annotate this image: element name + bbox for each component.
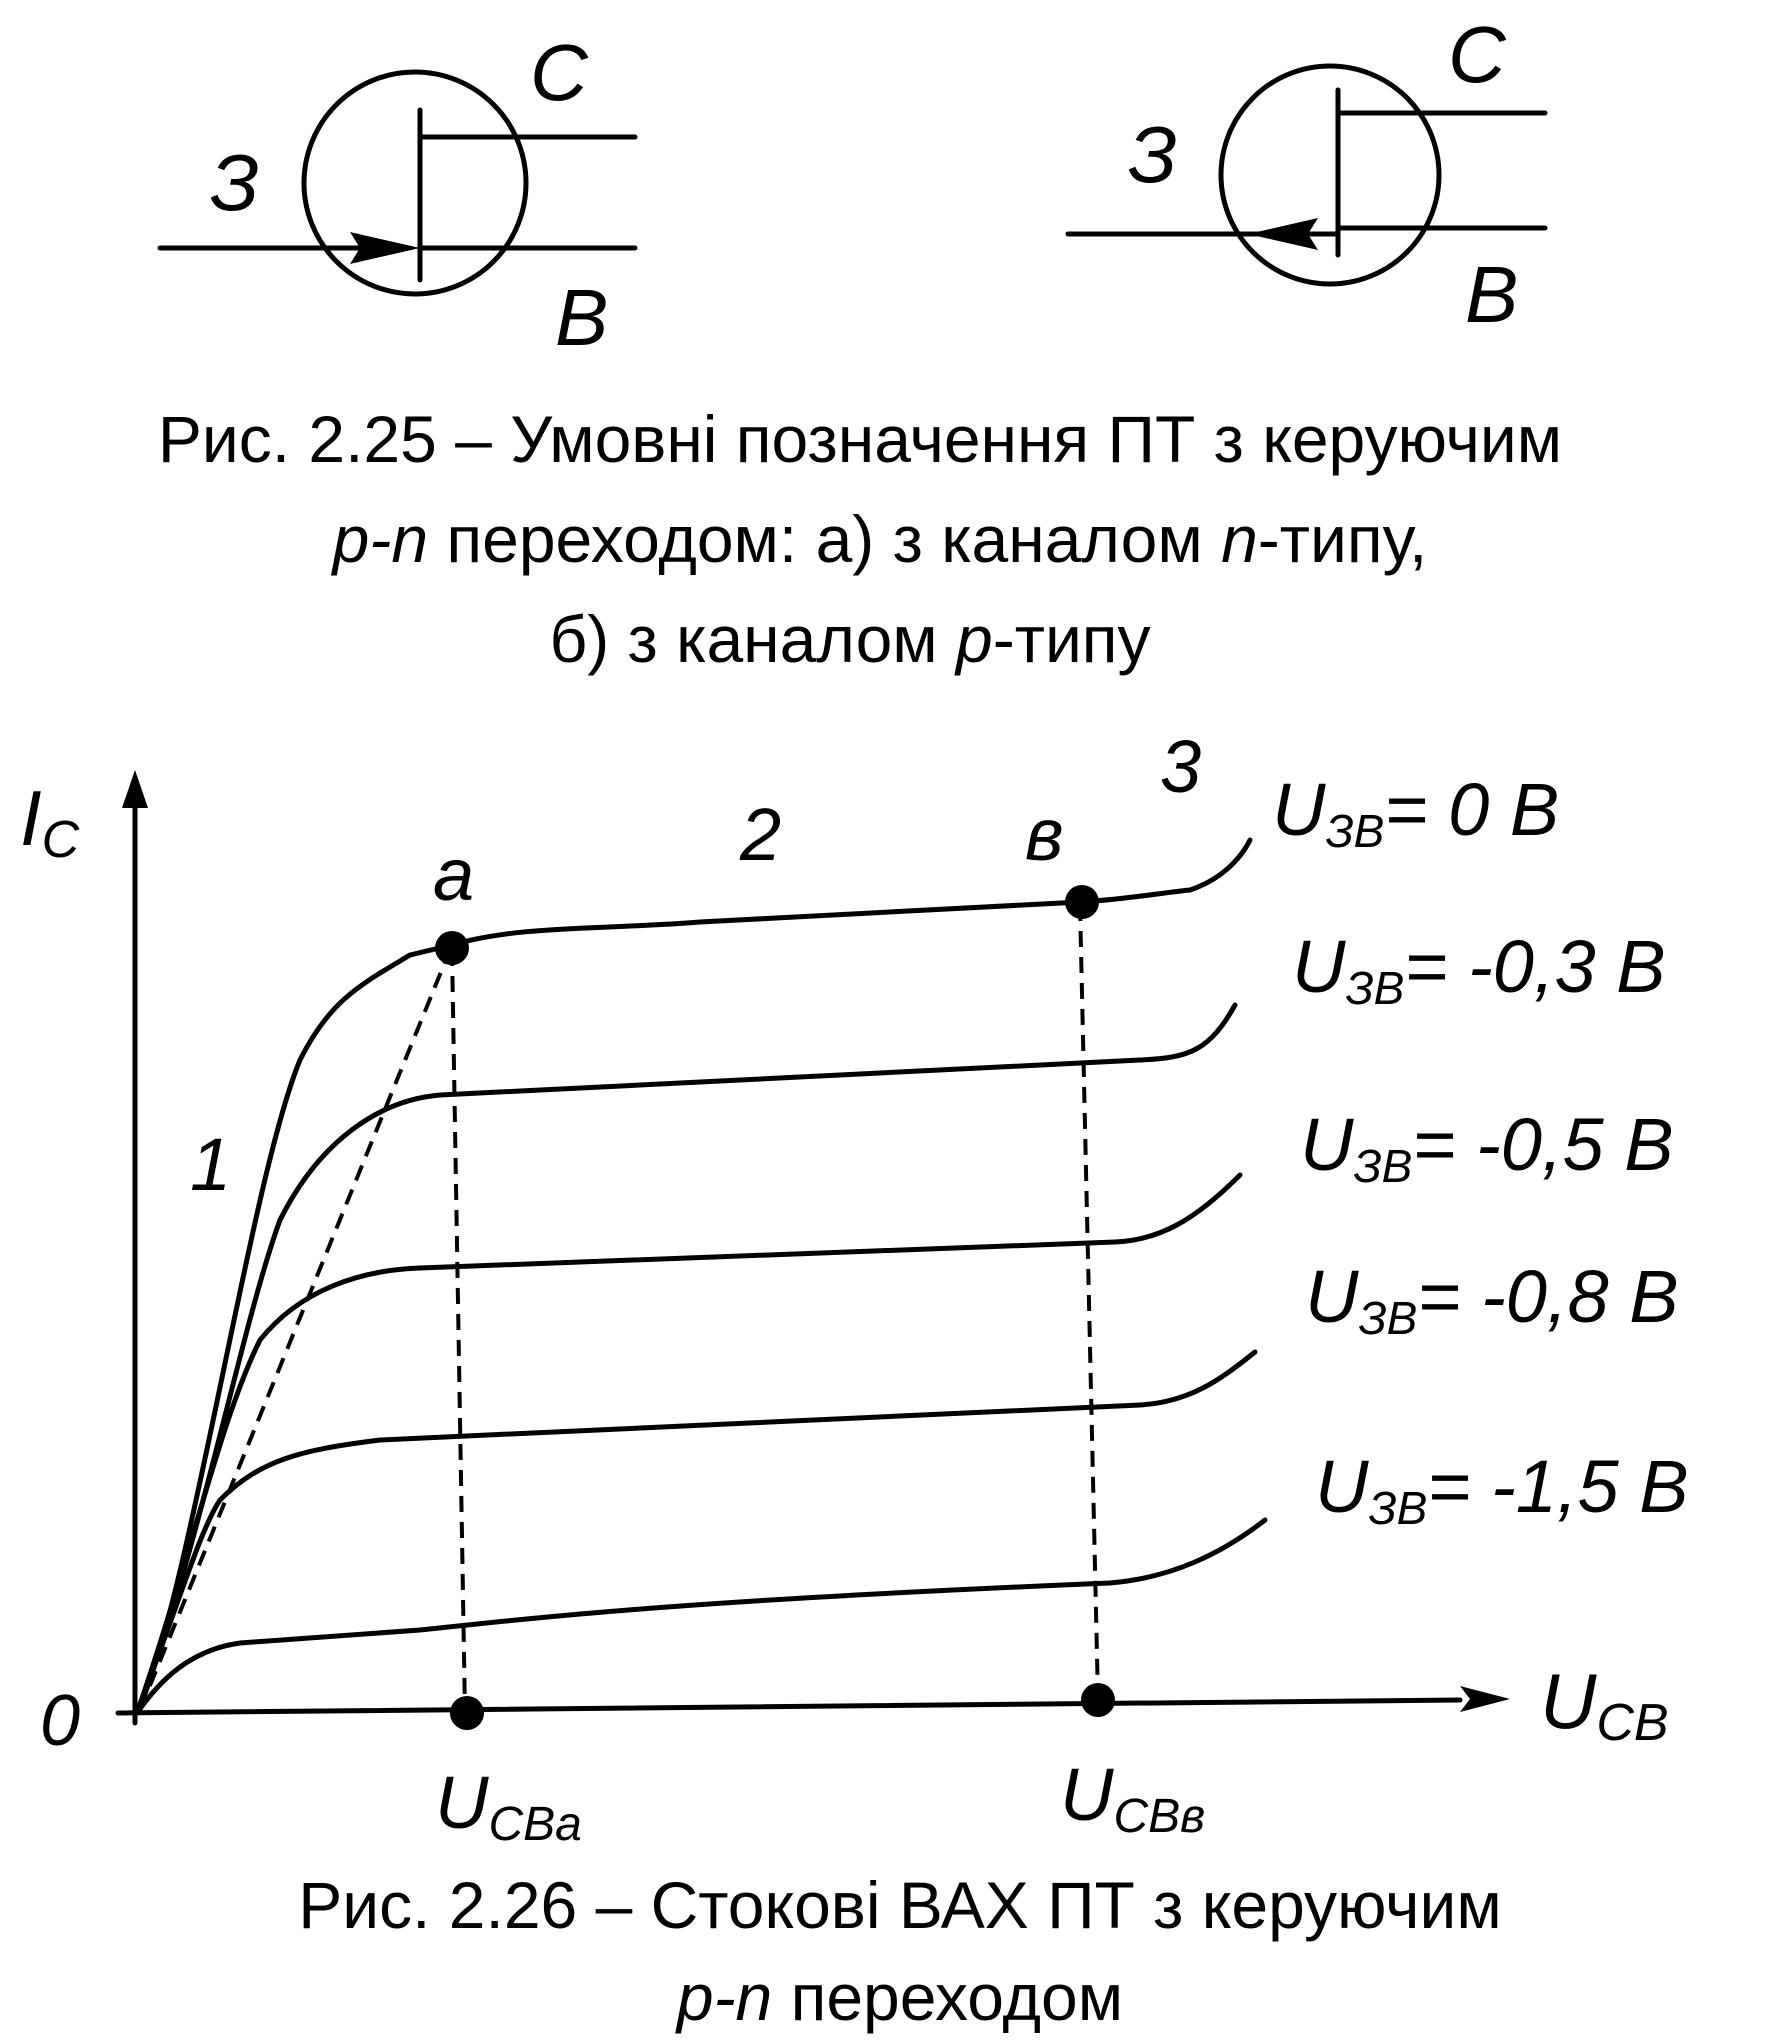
jfet-symbol-n-channel (160, 28, 635, 362)
symbol-a-source-label: В (555, 273, 609, 362)
curve-label-ugs-minus-0.8: UЗВ= -0,8 В (1305, 1255, 1679, 1344)
x-mark-a-label: UCBa (435, 1761, 582, 1851)
fig25-caption-line1: Рис. 2.25 – Умовні позначення ПТ з керуючим (157, 402, 1563, 476)
symbol-a-gate-arrow (350, 232, 420, 264)
point-a-marker (435, 931, 469, 965)
fig25-caption-line2: р-n переходом: а) з каналом n-типу, (332, 502, 1428, 576)
x-mark-v-label: UCBв (1060, 1753, 1206, 1843)
x-axis-label: UCB (1540, 1657, 1669, 1752)
curve-ugs-minus-0.8 (137, 1352, 1255, 1713)
x-mark-v (1081, 1683, 1115, 1717)
jfet-symbol-p-channel (1068, 10, 1545, 339)
point-a-projection-line (452, 950, 465, 1713)
point-v-label: в (1025, 793, 1064, 876)
x-axis-arrow-icon (1460, 1686, 1510, 1712)
y-axis-label: IC (20, 774, 80, 869)
fig26-caption-line2: р-n переходом (676, 1960, 1124, 2034)
symbol-b-circle (1221, 66, 1439, 284)
fig26-caption-line1: Рис. 2.26 – Стокові ВАХ ПТ з керуючим (298, 1868, 1502, 1942)
x-axis (118, 1700, 1460, 1713)
origin-label: 0 (40, 1681, 81, 1761)
curve-label-ugs-0: UЗВ= 0 В (1272, 768, 1560, 857)
symbol-b-gate-label: З (1128, 110, 1178, 199)
fig25-caption-line3: б) з каналом p-типу (549, 602, 1151, 676)
y-axis-arrow-icon (122, 770, 148, 808)
symbol-a-circle (304, 72, 526, 294)
region-label-2: 2 (740, 793, 782, 876)
symbol-b-drain-label: С (1448, 10, 1506, 99)
saturation-boundary-dashed-line (140, 945, 452, 1710)
symbol-b-gate-arrow (1248, 218, 1318, 250)
curve-label-ugs-minus-0.3: UЗВ= -0,3 В (1292, 925, 1666, 1014)
region-label-3: 3 (1160, 725, 1202, 808)
x-mark-a (450, 1696, 484, 1730)
fig25-caption (158, 402, 1562, 676)
symbol-a-drain-label: С (530, 28, 588, 117)
region-label-1: 1 (190, 1123, 232, 1206)
point-v-projection-line (1080, 905, 1098, 1700)
iv-characteristics-diagram (20, 725, 1689, 1851)
fig26-caption (298, 1868, 1502, 2034)
point-v-marker (1065, 885, 1099, 919)
curve-label-ugs-minus-1.5: UЗВ= -1,5 В (1315, 1445, 1689, 1534)
symbol-a-gate-label: З (210, 138, 260, 227)
symbol-b-source-label: В (1465, 250, 1519, 339)
point-a-label: а (433, 833, 475, 916)
curve-label-ugs-minus-0.5: UЗВ= -0,5 В (1300, 1103, 1674, 1192)
curve-ugs-minus-0.5 (137, 1175, 1240, 1713)
